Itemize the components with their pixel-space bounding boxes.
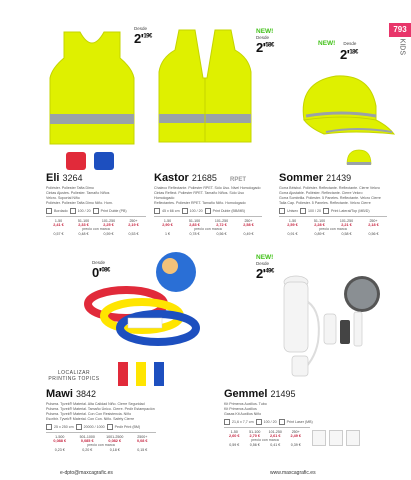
eli-variant-blue (94, 152, 114, 170)
eli-desc-4: Poliéster. Poliester Tafta Dimo Niño. Hom. (46, 201, 113, 205)
print-icon (279, 419, 285, 425)
footer-web[interactable]: www.maxcagrafic.es (270, 470, 316, 476)
eli-variant-red (66, 152, 86, 170)
gemmel-desc-2: Kit Primeros Auxilios (224, 407, 257, 411)
gemmel-desde: Desde (256, 261, 270, 266)
eli-desc-1: Poliéster. Poliester Tafta Dimo (46, 186, 94, 190)
sommer-title: Sommer 21439 (279, 172, 352, 184)
eli-specs: Bordado 100 / 20 Print Duble (PB) (46, 208, 146, 214)
sommer-desde: Desde (343, 41, 357, 46)
size-icon (279, 208, 285, 214)
size-icon (224, 419, 230, 425)
gemmel-desc-1: Kit Primeros Auxilios. Tubo (224, 402, 267, 406)
eli-price: $2'^{19€}$ (134, 31, 152, 46)
rpet-badge: RPET (230, 177, 247, 183)
kastor-desc-3: Reflectantes. Poliester RPET. Tamaño Niño. Homologado (154, 201, 246, 205)
gemmel-specs: 21,6 x 7,7 cm 100 / 20 Print Laser (MB) (224, 419, 360, 425)
box-icon (300, 208, 306, 214)
print-icon (107, 424, 113, 430)
mawi-price: $0'^{08€}$ (92, 265, 110, 280)
kastor-price-table: 1-50 51-100 101-250 250+ 2,90 € 2,83 € 2,72 € 2,58 € (162, 218, 254, 227)
gemmel-block: Gemmel 21495 Kit Primeros Auxilios. Tubo Kit Primeros Auxilios Gasas Kit Auxilios Niño 21,6 x 7,7 cm 100 / 20 Print Laser (MB) 1-50 51-100 101-250 250+ 2,60 € 2,70 € 2,61 € 2,49 € precio con marca 0,59 € 0,56 € 0,41 € 0,39 € (224, 388, 360, 447)
print-icon (93, 208, 99, 214)
mawi-desc-1: Pulsera. Tyvek® Material. Alta Calidad Niño. Cierre Seguridad (46, 402, 145, 406)
kastor-price-block (256, 28, 274, 55)
mawi-variant-yellow (136, 362, 146, 386)
mawi-wristbands-image (84, 252, 214, 362)
mawi-desc-4: Escribir. Tyvek® Material. Con Con. Niño. Safety Cierre (46, 417, 135, 421)
kastor-variant-label: precio con marca (194, 226, 222, 231)
mawi-variant-blue (154, 362, 164, 386)
kastor-block: Kastor 21685 RPET Chaleco Reflectante. Poliester RPET. Sólo Uso. Nivel Homologado Cintas Reflect. Poliester RPET. Tamaño Niños. Sólo Uso Homologado Reflectantes. Poliester RPET. Tamaño Niño. Homologado 45 x 66 cm 100 / 20 Print Duble (BB/MB) 1-50 51-100 101-250 250+ 2,90 € 2,83 € 2,72 € 2,58 € precio con marca 1 € 0,78 € 0,56 € 0,49 € (154, 172, 261, 236)
eli-desc-3: Velcro. Soportal Niño (46, 196, 80, 200)
mawi-variant-red (118, 362, 128, 386)
mawi-block: Mawi 3842 Pulsera. Tyvek® Material. Alta Calidad Niño. Cierre Seguridad Pulsera. Tyvek® Material. Tamaño Único. Cierre. Pedir Estampación Pulsera. Tyvek® Material. Con Con Resistencia. Niño Escribir. Tyvek® Material. Con Con. Niño. Safety Cierre 25 x 250 cm 20000 / 1000 Pedir Print (BM) 1-500 501-1000 1001-2500 2500+ 0,088 € 0,085 € 0,082 € 0,08 € precio con marca 0,23 € 0,20 € 0,18 € 0,15 € (46, 388, 155, 452)
eli-variant-colors (66, 152, 114, 170)
sommer-specs: Unisex 100 / 20 Print Lateral/Top (MB/D) (279, 208, 387, 214)
size-icon (154, 208, 160, 214)
kastor-desde: Desde (256, 35, 270, 40)
sommer-desc-2: Gorra Ajustable. Poliéster. Reflectante. Cierre Velcro (279, 191, 363, 195)
kastor-new-badge: NEW! (256, 28, 274, 35)
gemmel-contents-thumbs (312, 430, 360, 447)
box-icon (70, 208, 76, 214)
mawi-desde: Desde (92, 260, 106, 265)
eli-desc-2: Cintas Ajustes. Poliester. Tamaño Niños (46, 191, 110, 195)
sommer-desc-3: Gorra Sombrilla. Poliester. 5 Paneles. Reflectante. Velcro Cierre (279, 196, 381, 200)
gemmel-desc-3: Gasas Kit Auxilios Niño (224, 412, 262, 416)
gemmel-thumb-2 (329, 430, 343, 446)
sommer-price: $2'^{18€}$ (340, 47, 358, 62)
eli-desde: Desde (134, 26, 148, 31)
kastor-price: $2'^{58€}$ (256, 40, 274, 55)
gemmel-price: $2'^{49€}$ (256, 266, 274, 281)
size-icon (46, 208, 52, 214)
box-icon (182, 208, 188, 214)
sommer-price-table: 1-50 51-100 101-250 250+ 2,59 € 2,28 € 2,21 € 2,18 € (287, 218, 379, 227)
gemmel-thumb-1 (312, 430, 326, 446)
sommer-block: Sommer 21439 Gorra Béisbol. Poliéster. Reflectante. Reflectante. Cierre Velcro Gorra Ajustable. Poliéster. Reflectante. Cierre Velcro Gorra Sombrilla. Poliester. 5 Paneles. Reflectante. Velcro Cierre Talla Cap. Poliester. 5 Paneles. Reflectante. Velcro Cierre Unisex 100 / 20 Print Lateral/Top (MB/D) 1-50 51-100 101-250 250+ 2,59 € 2,28 € 2,21 € 2,18 € precio con marca 0,91 € 0,89 € 0,58 € 0,56 € (279, 172, 387, 236)
mawi-specs: 25 x 250 cm 20000 / 1000 Pedir Print (BM) (46, 424, 156, 430)
mawi-color-variants (118, 362, 164, 386)
box-icon (76, 424, 82, 430)
eli-variant-label: precio con marca (82, 226, 110, 231)
sommer-variant-label: precio con marca (319, 226, 347, 231)
sommer-desc-1: Gorra Béisbol. Poliéster. Reflectante. Reflectante. Cierre Velcro (279, 186, 380, 190)
mawi-desc-2: Pulsera. Tyvek® Material. Tamaño Único. Cierre. Pedir Estampación (46, 407, 155, 411)
kastor-specs: 45 x 66 cm 100 / 20 Print Duble (BB/MB) (154, 208, 262, 214)
mawi-title: Mawi 3842 (46, 388, 96, 400)
eli-price-table: 1-50 51-100 101-250 250+ 2,41 € 2,33 € 2,25 € 2,19 € (53, 218, 139, 227)
mawi-price-table: 1-500 501-1000 1001-2500 2500+ 0,088 € 0,085 € 0,082 € 0,08 € (53, 434, 148, 443)
kastor-vest-image (155, 28, 255, 148)
footer-email[interactable]: e-dpto@maxcagrafic.es (60, 470, 113, 476)
kastor-desc-2: Cintas Reflect. Poliester RPET. Tamaño Niños. Sólo Uso Homologado (154, 191, 245, 200)
print-icon (323, 208, 329, 214)
eli-title: Eli 3264 (46, 172, 83, 184)
side-label: KIDS (398, 38, 405, 55)
mawi-banner: LOCALIZAR PRINTING TOPICS (48, 370, 100, 382)
sommer-desc-4: Talla Cap. Poliester. 5 Paneles. Reflectante. Velcro Cierre (279, 201, 371, 205)
gemmel-title: Gemmel 21495 (224, 388, 296, 400)
page-number-tab: 793 (389, 23, 411, 37)
sommer-new-badge: NEW! (318, 40, 336, 47)
sommer-price-block (318, 40, 358, 62)
gemmel-thumb-3 (346, 430, 360, 446)
gemmel-price-table: 1-50 51-100 101-250 250+ 2,60 € 2,70 € 2,61 € 2,49 € (228, 429, 302, 438)
eli-vest-image (42, 28, 142, 148)
mawi-desc-3: Pulsera. Tyvek® Material. Con Con Resistencia. Niño (46, 412, 132, 416)
mawi-variant-label: precio con marca (87, 442, 115, 447)
gemmel-kit-image (262, 272, 382, 380)
box-icon (256, 419, 262, 425)
size-icon (46, 424, 52, 430)
kastor-desc-1: Chaleco Reflectante. Poliester RPET. Sólo Uso. Nivel Homologado (154, 186, 261, 190)
sommer-cap-image (284, 68, 396, 140)
print-icon (205, 208, 211, 214)
sommer-cap-back-image (345, 148, 373, 168)
eli-block: Eli 3264 Poliéster. Poliester Tafta Dimo Cintas Ajustes. Poliester. Tamaño Niños Velcro. Soportal Niño Poliéster. Poliester Tafta Dimo Niño. Hom. Bordado 100 / 20 Print Duble (PB) 1-50 51-100 101-250 250+ 2,41 € 2,33 € 2,25 € 2,19 € precio con marca 0,57 € 0,48 € 0,59 € 0,53 € (46, 172, 146, 236)
gemmel-new-badge: NEW! (256, 254, 274, 261)
kastor-title: Kastor 21685 RPET (154, 172, 247, 184)
gemmel-variant-label: precio con marca (251, 437, 279, 442)
